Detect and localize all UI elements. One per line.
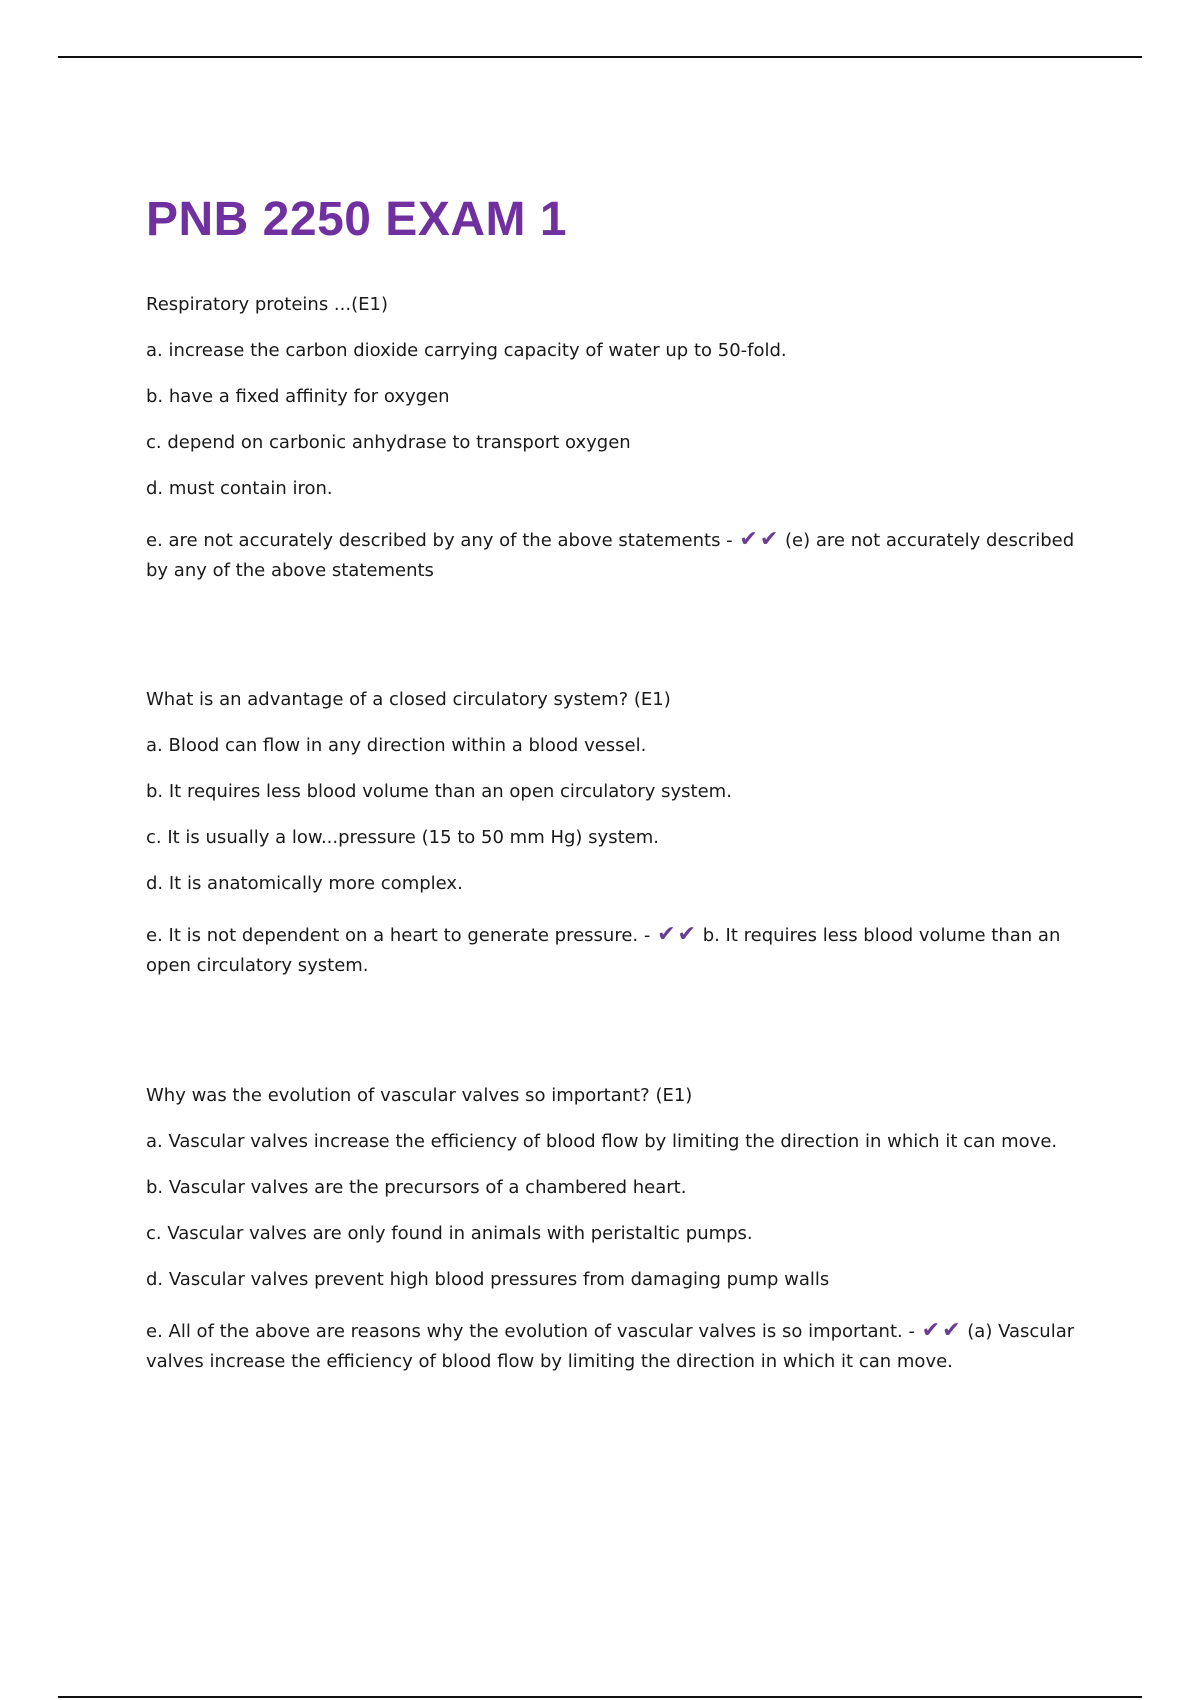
option-e-with-answer xyxy=(146,920,1086,981)
option-c: c. Vascular valves are only found in animals with peristaltic pumps. xyxy=(146,1223,753,1244)
question-block xyxy=(146,1084,1086,1377)
option-e-with-answer xyxy=(146,525,1086,586)
top-divider xyxy=(58,56,1142,58)
option-a: a. Vascular valves increase the efficiency of blood flow by limiting the direction in which it can move. xyxy=(146,1131,1058,1152)
option-d: d. must contain iron. xyxy=(146,478,333,499)
option-e: e. It is not dependent on a heart to generate pressure. - xyxy=(146,925,651,946)
option-d: d. Vascular valves prevent high blood pressures from damaging pump walls xyxy=(146,1269,830,1290)
check-icon: ✔ xyxy=(677,922,696,947)
option-c: c. depend on carbonic anhydrase to transport oxygen xyxy=(146,432,631,453)
check-icon: ✔ xyxy=(921,1318,941,1343)
question-block xyxy=(146,293,1086,586)
bottom-divider xyxy=(58,1696,1142,1698)
answer-text: (e) are not accurately described by any of the above statements xyxy=(146,530,1075,581)
answer-text: b. It requires less blood volume than an open circulatory system. xyxy=(146,925,1061,976)
option-c: c. It is usually a low...pressure (15 to 50 mm Hg) system. xyxy=(146,827,659,848)
option-b: b. have a fixed affinity for oxygen xyxy=(146,386,450,407)
option-e-with-answer xyxy=(146,1316,1086,1377)
check-icon: ✔ xyxy=(739,527,758,552)
answer-text: (a) Vascular valves increase the efficiency of blood flow by limiting the direction in which it can move. xyxy=(146,1321,1075,1372)
check-icon: ✔ xyxy=(942,1318,961,1343)
option-b: b. Vascular valves are the precursors of a chambered heart. xyxy=(146,1177,687,1198)
option-a: a. increase the carbon dioxide carrying capacity of water up to 50-fold. xyxy=(146,340,787,361)
option-d: d. It is anatomically more complex. xyxy=(146,873,463,894)
question-text: Why was the evolution of vascular valves so important? (E1) xyxy=(146,1085,693,1106)
option-e: e. are not accurately described by any of the above statements - xyxy=(146,530,733,551)
question-text: Respiratory proteins ...(E1) xyxy=(146,294,388,315)
question-text: What is an advantage of a closed circulatory system? (E1) xyxy=(146,689,671,710)
option-b: b. It requires less blood volume than an open circulatory system. xyxy=(146,781,732,802)
page-title: PNB 2250 EXAM 1 xyxy=(146,193,568,246)
check-icon: ✔ xyxy=(657,922,676,947)
option-a: a. Blood can flow in any direction within a blood vessel. xyxy=(146,735,647,756)
question-block xyxy=(146,688,1086,981)
option-e: e. All of the above are reasons why the evolution of vascular valves is so important. - xyxy=(146,1321,915,1342)
check-icon: ✔ xyxy=(759,527,779,552)
